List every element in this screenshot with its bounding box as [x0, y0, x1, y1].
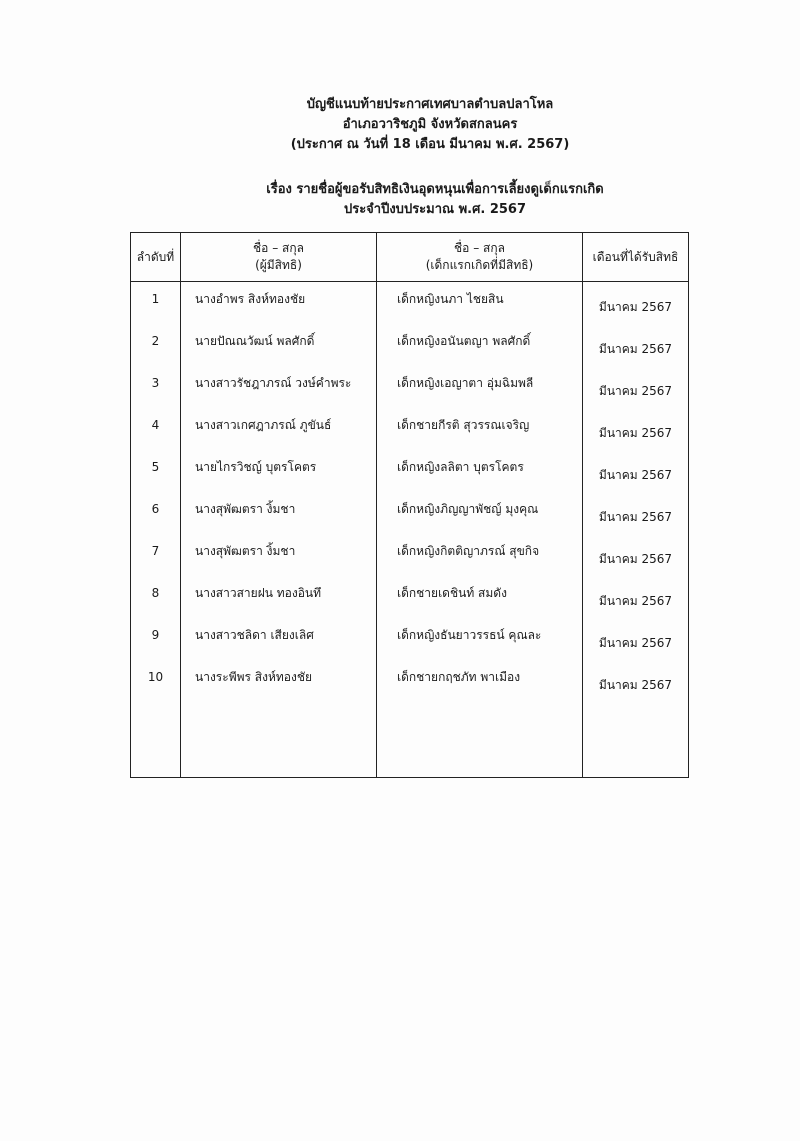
cell-parent: นางสาวเกศฎาภรณ์ ภูขันธ์: [181, 408, 377, 450]
recipients-table-wrap: [130, 232, 688, 778]
cell-month: มีนาคม 2567: [583, 618, 689, 660]
cell-seq: 8: [131, 576, 181, 618]
cell-child: เด็กหญิงกิตติญาภรณ์ สุขกิจ: [377, 534, 583, 576]
header-parent: [181, 233, 377, 282]
cell-child: เด็กชายเดชินท์ สมดัง: [377, 576, 583, 618]
header-line-1: บัญชีแนบท้ายประกาศเทศบาลตำบลปลาโหล: [306, 97, 554, 112]
cell-child: เด็กหญิงอนันตญา พลศักดิ์: [377, 324, 583, 366]
header-child: [377, 233, 583, 282]
cell-child: เด็กหญิงเอญาตา อุ่มฉิมพลี: [377, 366, 583, 408]
cell-month: มีนาคม 2567: [583, 450, 689, 492]
filler-cell: [181, 702, 377, 778]
table-row: [131, 366, 689, 408]
cell-seq: 4: [131, 408, 181, 450]
table-row: [131, 576, 689, 618]
cell-seq: 1: [131, 282, 181, 325]
recipients-table: [130, 232, 689, 778]
filler-cell: [131, 702, 181, 778]
document-subject: [200, 180, 670, 220]
cell-child: เด็กหญิงธันยาวรรธน์ คุณละ: [377, 618, 583, 660]
cell-parent: นายปัณณวัฒน์ พลศักดิ์: [181, 324, 377, 366]
cell-parent: นายไกรวิชญ์ บุตรโคตร: [181, 450, 377, 492]
cell-parent: นางสุพัฒตรา งิ้มชา: [181, 534, 377, 576]
document-header: [200, 95, 660, 155]
cell-month: มีนาคม 2567: [583, 324, 689, 366]
header-parent-sub: (ผู้มีสิทธิ): [255, 258, 302, 272]
cell-month: มีนาคม 2567: [583, 534, 689, 576]
cell-parent: นางสาวสายฝน ทองอินทึ: [181, 576, 377, 618]
header-line-2: อำเภอวาริชภูมิ จังหวัดสกลนคร: [342, 117, 518, 132]
cell-parent: นางสุพัฒตรา งิ้มชา: [181, 492, 377, 534]
table-row: [131, 450, 689, 492]
cell-month: มีนาคม 2567: [583, 366, 689, 408]
cell-seq: 2: [131, 324, 181, 366]
table-header-row: [131, 233, 689, 282]
header-month: เดือนที่ได้รับสิทธิ: [583, 233, 689, 282]
table-row: [131, 618, 689, 660]
cell-parent: นางสาวชลิดา เสียงเลิศ: [181, 618, 377, 660]
filler-cell: [583, 702, 689, 778]
filler-cell: [377, 702, 583, 778]
table-row: [131, 282, 689, 325]
cell-seq: 5: [131, 450, 181, 492]
header-parent-main: ชื่อ – สกุล: [253, 241, 304, 255]
table-row: [131, 324, 689, 366]
subject-line-1: เรื่อง รายชื่อผู้ขอรับสิทธิเงินอุดหนุนเพื่อการเลี้ยงดูเด็กแรกเกิด: [266, 182, 604, 197]
header-line-3: (ประกาศ ณ วันที่ 18 เดือน มีนาคม พ.ศ. 2567): [290, 137, 570, 152]
cell-parent: นางระพีพร สิงห์ทองชัย: [181, 660, 377, 702]
table-filler-row: [131, 702, 689, 778]
cell-month: มีนาคม 2567: [583, 282, 689, 325]
cell-child: เด็กหญิงภิญญาพัชญ์ มุงคุณ: [377, 492, 583, 534]
header-child-main: ชื่อ – สกุล: [454, 241, 505, 255]
cell-seq: 6: [131, 492, 181, 534]
header-seq: ลำดับที่: [131, 233, 181, 282]
subject-line-2: ประจำปีงบประมาณ พ.ศ. 2567: [343, 202, 527, 217]
cell-child: เด็กชายกีรติ สุวรรณเจริญ: [377, 408, 583, 450]
cell-seq: 7: [131, 534, 181, 576]
table-row: [131, 408, 689, 450]
table-row: [131, 534, 689, 576]
cell-seq: 10: [131, 660, 181, 702]
cell-parent: นางสาวรัชฎาภรณ์ วงษ์คำพระ: [181, 366, 377, 408]
cell-seq: 3: [131, 366, 181, 408]
cell-month: มีนาคม 2567: [583, 492, 689, 534]
cell-month: มีนาคม 2567: [583, 408, 689, 450]
cell-parent: นางอำพร สิงห์ทองชัย: [181, 282, 377, 325]
table-row: [131, 660, 689, 702]
table-row: [131, 492, 689, 534]
cell-child: เด็กหญิงนภา ไชยสิน: [377, 282, 583, 325]
cell-month: มีนาคม 2567: [583, 660, 689, 702]
cell-seq: 9: [131, 618, 181, 660]
cell-child: เด็กชายกฤชภัท พาเมือง: [377, 660, 583, 702]
cell-month: มีนาคม 2567: [583, 576, 689, 618]
cell-child: เด็กหญิงลลิตา บุตรโคตร: [377, 450, 583, 492]
header-child-sub: (เด็กแรกเกิดที่มีสิทธิ): [425, 258, 534, 272]
